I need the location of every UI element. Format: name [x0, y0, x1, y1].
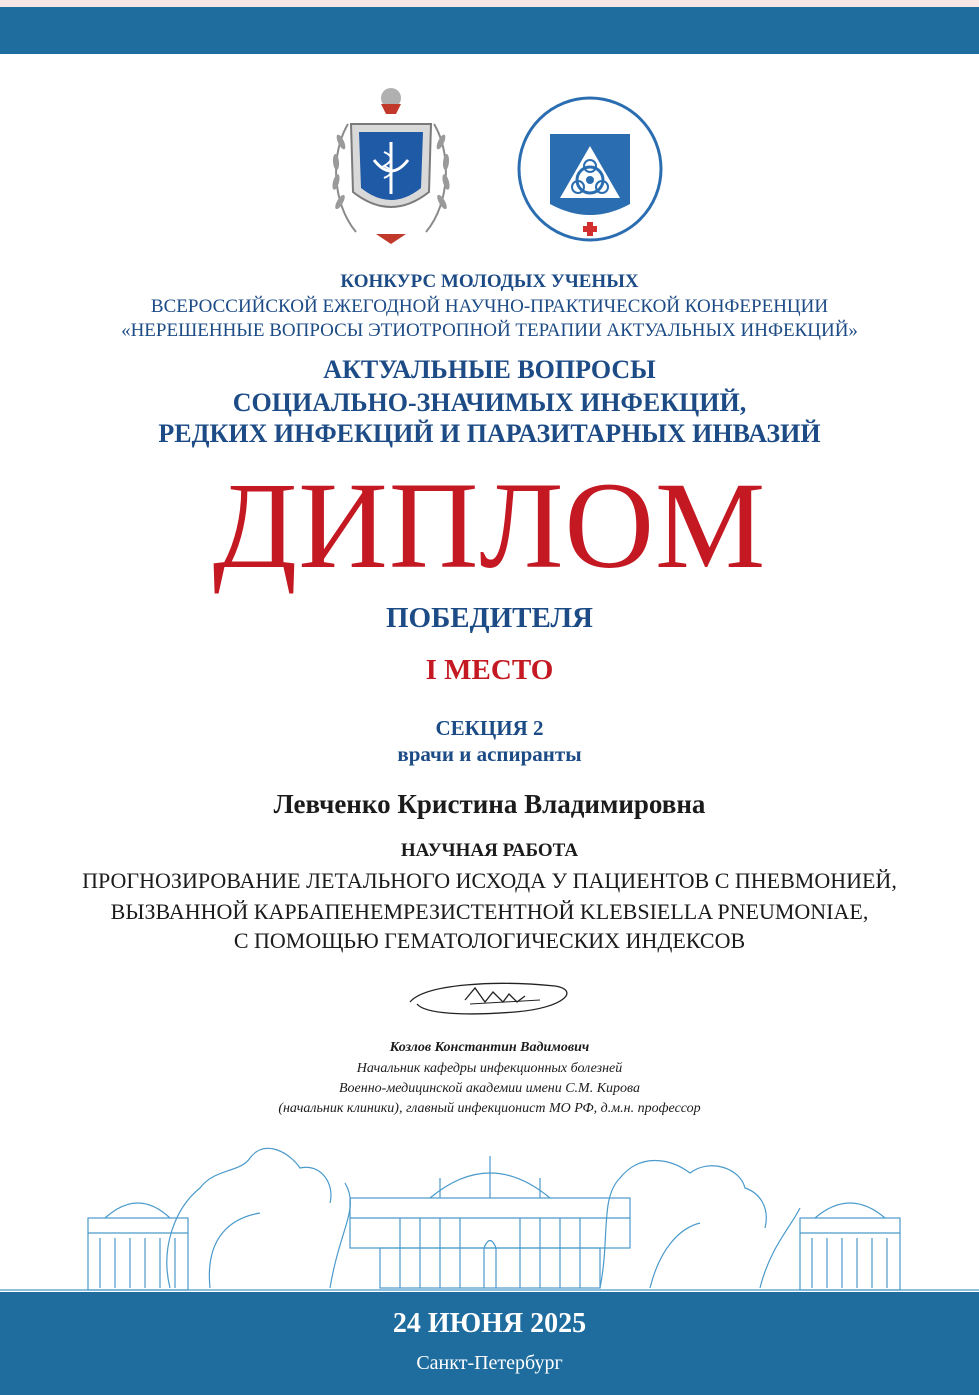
- top-header-bar: [0, 7, 979, 54]
- work-title-line-1: ПРОГНОЗИРОВАНИЕ ЛЕТАЛЬНОГО ИСХОДА У ПАЦИЕНТОВ С ПНЕВМОНИЕЙ,: [82, 868, 897, 893]
- topic-line-1: АКТУАЛЬНЫЕ ВОПРОСЫ: [323, 355, 656, 384]
- contest-title: КОНКУРС МОЛОДЫХ УЧЕНЫХ: [340, 271, 639, 292]
- campus-buildings-skyline: [0, 1128, 979, 1293]
- section-description: врачи и аспиранты: [397, 742, 582, 766]
- event-city: Санкт-Петербург: [416, 1352, 563, 1374]
- signatory-name: Козлов Константин Вадимович: [389, 1040, 590, 1055]
- signatory-position-3: (начальник клиники), главный инфекционист МО РФ, д.м.н. профессор: [278, 1101, 701, 1116]
- work-label: НАУЧНАЯ РАБОТА: [400, 840, 579, 861]
- work-title-line-2: ВЫЗВАННОЙ КАРБАПЕНЕМРЕЗИСТЕНТНОЙ KLEBSIELLA PNEUMONIAE,: [110, 899, 869, 924]
- signature-icon: [405, 974, 575, 1024]
- topic-line-3: РЕДКИХ ИНФЕКЦИЙ И ПАРАЗИТАРНЫХ ИНВАЗИЙ: [158, 419, 821, 448]
- place-label: I МЕСТО: [425, 654, 554, 686]
- section-label: СЕКЦИЯ 2: [435, 716, 544, 740]
- top-pink-strip: [0, 0, 979, 7]
- topic-line-2: СОЦИАЛЬНО-ЗНАЧИМЫХ ИНФЕКЦИЙ,: [232, 388, 747, 417]
- recipient-name: Левченко Кристина Владимировна: [273, 789, 706, 819]
- signatory-position-2: Военно-медицинской академии имени С.М. Кирова: [339, 1081, 640, 1096]
- diploma-subtitle: ПОБЕДИТЕЛЯ: [386, 602, 593, 634]
- military-medical-academy-emblem-icon: [326, 82, 456, 247]
- diploma-title: ДИПЛОМ: [212, 457, 767, 594]
- biohazard-shield-logo-icon: [517, 96, 663, 242]
- conference-line-2: «НЕРЕШЕННЫЕ ВОПРОСЫ ЭТИОТРОПНОЙ ТЕРАПИИ АКТУАЛЬНЫХ ИНФЕКЦИЙ»: [121, 320, 858, 341]
- conference-line-1: ВСЕРОССИЙСКОЙ ЕЖЕГОДНОЙ НАУЧНО-ПРАКТИЧЕСКОЙ КОНФЕРЕНЦИИ: [150, 296, 829, 317]
- signatory-position-1: Начальник кафедры инфекционных болезней: [356, 1061, 623, 1076]
- event-date: 24 ИЮНЯ 2025: [392, 1308, 587, 1339]
- work-title-line-3: С ПОМОЩЬЮ ГЕМАТОЛОГИЧЕСКИХ ИНДЕКСОВ: [233, 928, 746, 953]
